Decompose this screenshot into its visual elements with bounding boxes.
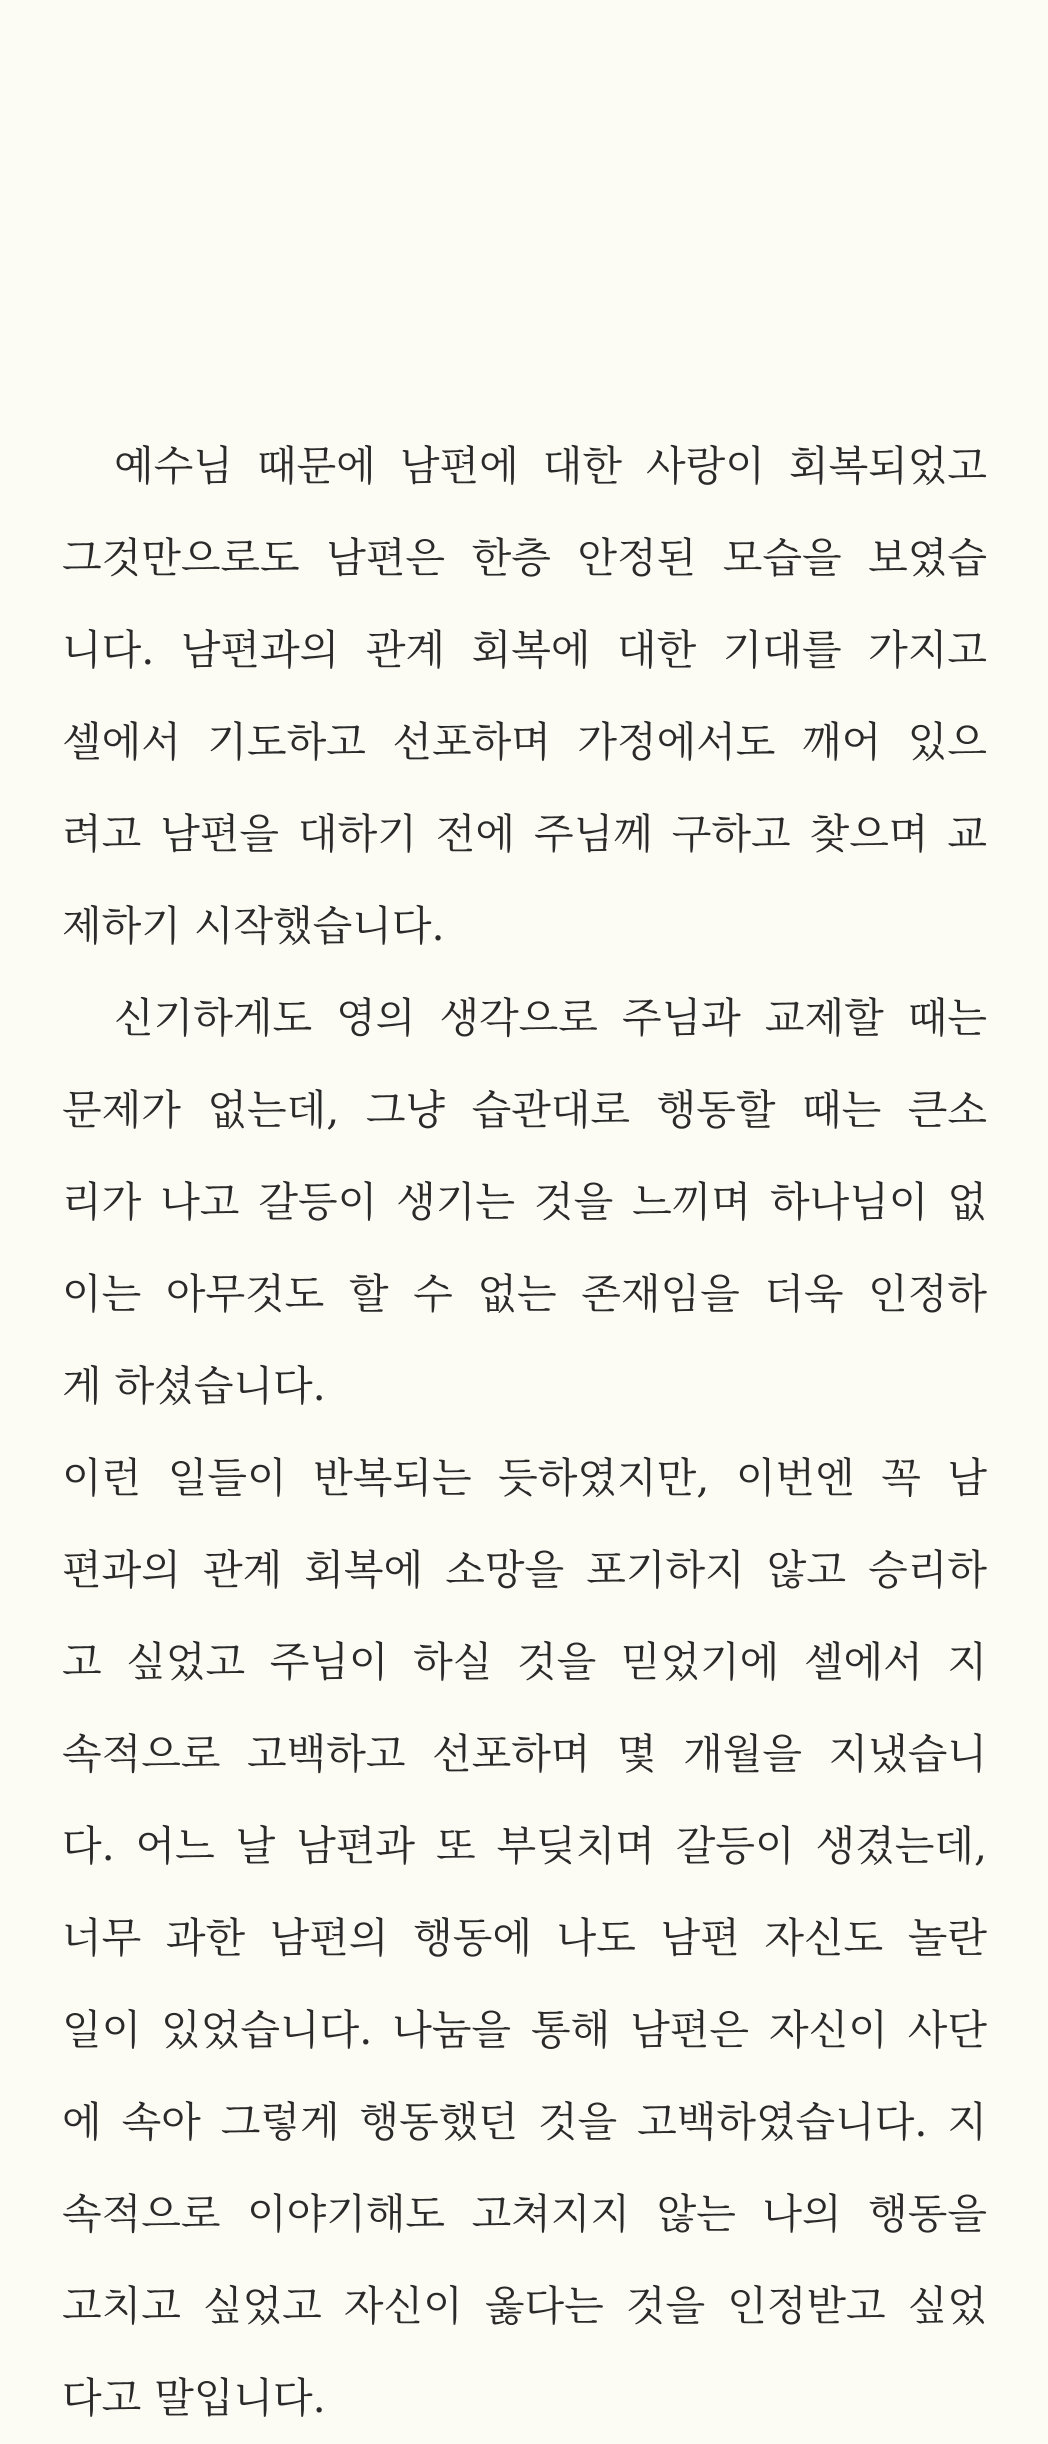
text-line: 속적으로 이야기해도 고쳐지지 않는 나의 행동을 — [62, 2190, 987, 2238]
text-line: 제하기 시작했습니다. — [62, 902, 445, 950]
text-line: 려고 남편을 대하기 전에 주님께 구하고 찾으며 교 — [62, 810, 987, 858]
text-line: 신기하게도 영의 생각으로 주님과 교제할 때는 — [62, 994, 987, 1042]
text-line: 예수님 때문에 남편에 대한 사랑이 회복되었고 — [62, 442, 987, 490]
text-line: 다고 말입니다. — [62, 2374, 326, 2422]
text-line: 고치고 싶었고 자신이 옳다는 것을 인정받고 싶었 — [62, 2282, 987, 2330]
text-line: 게 하셨습니다. — [62, 1362, 326, 1410]
text-line: 문제가 없는데, 그냥 습관대로 행동할 때는 큰소 — [62, 1086, 987, 1134]
text-line: 속적으로 고백하고 선포하며 몇 개월을 지냈습니 — [62, 1730, 987, 1778]
document-body — [62, 420, 987, 2444]
paragraph-1 — [62, 420, 987, 972]
text-line: 다. 어느 날 남편과 또 부딪치며 갈등이 생겼는데, — [62, 1822, 987, 1870]
text-line: 리가 나고 갈등이 생기는 것을 느끼며 하나님이 없 — [62, 1178, 987, 1226]
text-line: 셀에서 기도하고 선포하며 가정에서도 깨어 있으 — [62, 718, 987, 766]
text-line: 일이 있었습니다. 나눔을 통해 남편은 자신이 사단 — [62, 2006, 987, 2054]
text-line: 너무 과한 남편의 행동에 나도 남편 자신도 놀란 — [62, 1914, 987, 1962]
text-line: 고 싶었고 주님이 하실 것을 믿었기에 셀에서 지 — [62, 1638, 987, 1686]
text-line: 편과의 관계 회복에 소망을 포기하지 않고 승리하 — [62, 1546, 987, 1594]
text-line: 이런 일들이 반복되는 듯하였지만, 이번엔 꼭 남 — [62, 1454, 987, 1502]
text-line: 에 속아 그렇게 행동했던 것을 고백하였습니다. 지 — [62, 2098, 987, 2146]
text-line: 그것만으로도 남편은 한층 안정된 모습을 보였습 — [62, 534, 987, 582]
paragraph-2 — [62, 972, 987, 1432]
text-line: 니다. 남편과의 관계 회복에 대한 기대를 가지고 — [62, 626, 987, 674]
text-line: 이는 아무것도 할 수 없는 존재임을 더욱 인정하 — [62, 1270, 987, 1318]
paragraph-3 — [62, 1432, 987, 2444]
